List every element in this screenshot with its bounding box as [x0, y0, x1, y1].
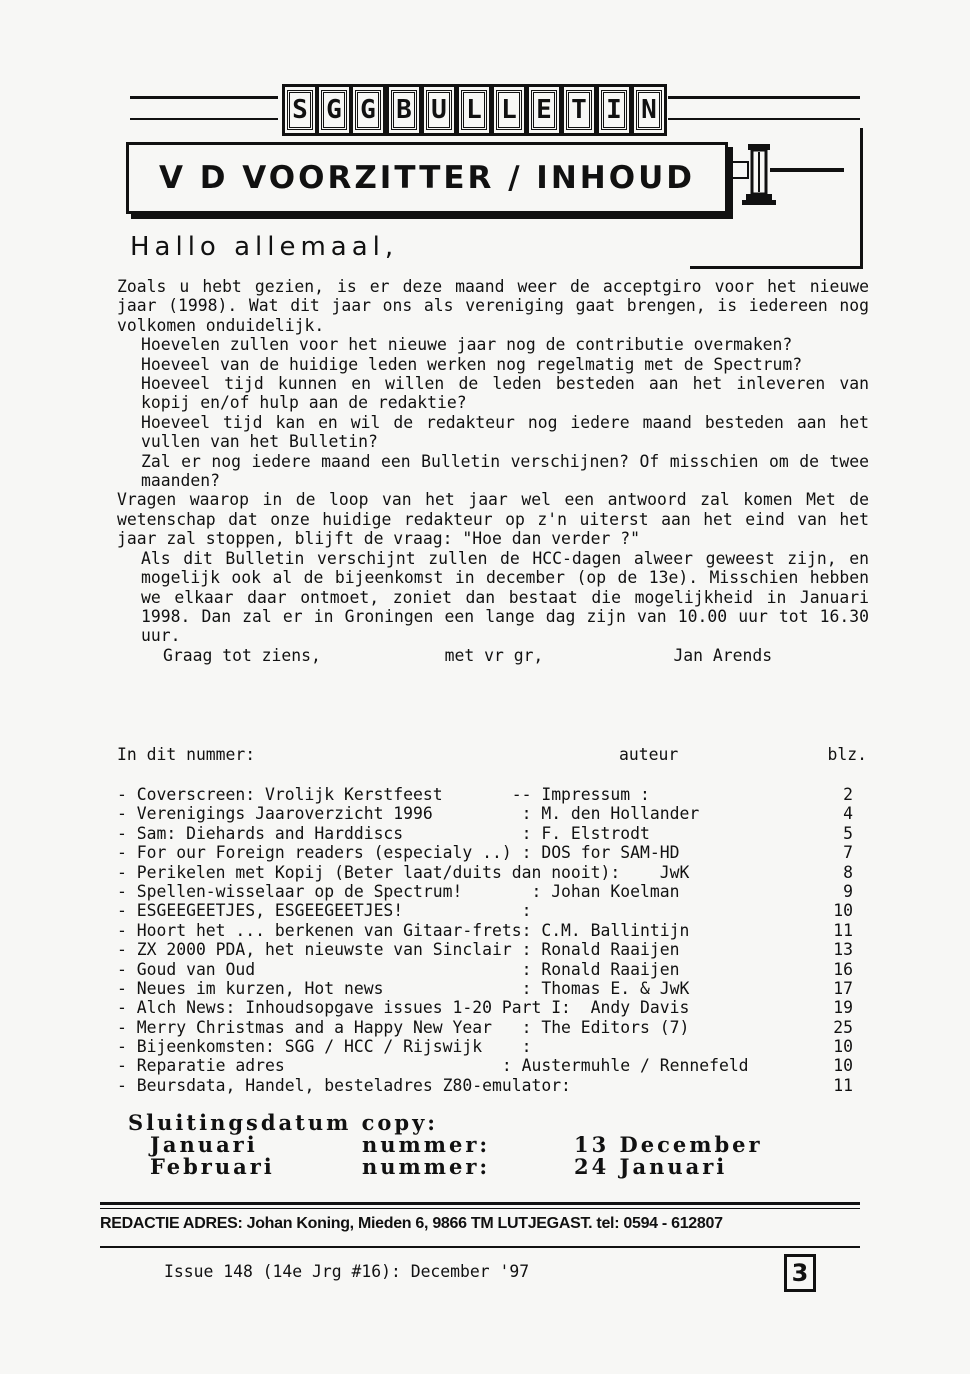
toc-entry-page: 16	[833, 959, 853, 979]
toc-entry-text: - Reparatie adres : Austermuhle / Rennefeld	[117, 1056, 749, 1076]
table-of-contents	[117, 785, 867, 1095]
masthead-letter	[561, 84, 597, 136]
page-number: 3	[784, 1254, 816, 1292]
toc-entry-page: 10	[833, 901, 853, 921]
greeting: Hallo allemaal,	[130, 232, 399, 262]
masthead-rule-left	[130, 96, 278, 99]
body-paragraph: Vragen waarop in de loop van het jaar wel een antwoord zal komen Met de wetenschap dat onze huidige redakteur op z'n uiterst aan het eind van het jaar zal stoppen, blijft de vraag: "Hoe dan verder ?"	[117, 490, 869, 549]
toc-entry-page: 25	[833, 1017, 853, 1037]
body-paragraph: Hoeveel tijd kan en wil de redakteur nog iedere maand besteden aan het vullen van het Bulletin?	[141, 412, 869, 452]
masthead-letter-text: G	[355, 90, 381, 130]
closing-date: 24 Januari	[574, 1154, 728, 1179]
toc-header-page: blz.	[827, 745, 867, 764]
body-text	[117, 277, 869, 665]
toc-entry	[117, 1037, 867, 1056]
toc-entry	[117, 979, 867, 998]
masthead-rule-right-lower	[668, 118, 860, 120]
signoff-greeting: Graag tot ziens,	[163, 645, 321, 665]
toc-entry-text: - Coverscreen: Vrolijk Kerstfeest -- Impressum :	[117, 785, 650, 804]
issue-line: Issue 148 (14e Jrg #16): December '97	[164, 1262, 530, 1281]
toc-entry-page: 13	[833, 940, 853, 960]
toc-header-author: auteur	[619, 745, 679, 764]
signoff-name: Jan Arends	[673, 645, 773, 665]
toc-entry	[117, 785, 867, 804]
toc-entry	[117, 824, 867, 843]
toc-entry-text: - Spellen-wisselaar op de Spectrum! : Johan Koelman	[117, 881, 680, 901]
body-paragraph: Hoevelen zullen voor het nieuwe jaar nog de contributie overmaken?	[141, 335, 793, 355]
masthead-letter	[386, 84, 422, 136]
masthead-letter	[491, 84, 527, 136]
masthead-rule-right	[668, 96, 860, 99]
masthead-letter-text: E	[531, 90, 557, 130]
toc-entry	[117, 960, 867, 979]
toc-entry-page: 11	[833, 1075, 853, 1095]
toc-entry-text: - Perikelen met Kopij (Beter laat/duits dan nooit): JwK	[117, 862, 690, 882]
closing-month: Januari	[150, 1132, 258, 1157]
toc-entry-page: 4	[843, 804, 853, 824]
masthead-letter-text: I	[601, 90, 627, 130]
toc-entry	[117, 1076, 867, 1095]
footer-rule-lower	[100, 1246, 860, 1248]
toc-entry-text: - For our Foreign readers (especialy ..) : DOS for SAM-HD	[117, 843, 680, 863]
toc-entry-page: 9	[843, 881, 853, 901]
masthead-letter-text: U	[426, 90, 452, 130]
toc-entry-text: - Neues im kurzen, Hot news : Thomas E. & JwK	[117, 978, 690, 998]
masthead-rule-left-lower	[130, 118, 278, 120]
toc-entry-page: 17	[833, 978, 853, 998]
masthead-letter-text: T	[566, 90, 592, 130]
toc-entry-text: - Bijeenkomsten: SGG / HCC / Rijswijk :	[117, 1037, 532, 1057]
editorial-address: REDACTIE ADRES: Johan Koning, Mieden 6, 9866 TM LUTJEGAST. tel: 0594 - 612807	[100, 1215, 723, 1232]
toc-entry-text: - Hoort het ... berkenen van Gitaar-frets: C.M. Ballintijn	[117, 920, 690, 940]
toc-entry-text: - Verenigings Jaaroverzicht 1996 : M. den Hollander	[117, 804, 700, 824]
toc-entry	[117, 1018, 867, 1037]
toc-entry	[117, 1056, 867, 1075]
toc-entry-page: 5	[843, 823, 853, 843]
masthead-letter	[631, 84, 667, 136]
toc-entry-page: 8	[843, 862, 853, 882]
masthead-letter	[421, 84, 457, 136]
body-paragraph: Zal er nog iedere maand een Bulletin verschijnen? Of misschien om de twee maanden?	[141, 451, 869, 491]
toc-entry-page: 10	[833, 1037, 853, 1057]
signoff-regards: met vr gr,	[444, 645, 544, 665]
masthead-letter-text: L	[461, 90, 487, 130]
toc-entry-text: - ESGEEGEETJES, ESGEEGEETJES! :	[117, 901, 532, 921]
toc-entry	[117, 863, 867, 882]
toc-entry	[117, 998, 867, 1017]
footer-rule	[100, 1202, 860, 1205]
toc-entry-text: - Beursdata, Handel, besteladres Z80-emulator:	[117, 1075, 571, 1095]
masthead-letter	[350, 84, 386, 136]
footer-rule-thin	[100, 1208, 860, 1209]
closing-month: Februari	[150, 1154, 275, 1179]
body-paragraph: Zoals u hebt gezien, is er deze maand weer de acceptgiro voor het nieuwe jaar (1998). Wat dit jaar ons als vereniging gaat brengen, is iedereen nog volkomen onduidelijk.	[117, 277, 869, 335]
signoff	[117, 646, 869, 665]
masthead-letter	[526, 84, 562, 136]
body-paragraph: Als dit Bulletin verschijnt zullen de HCC-dagen alweer geweest zijn, en mogelijk ook al de bijeenkomst in december (op de 13e). Misschien hebben we elkaar daar ontmoet, zoniet dan bestaat die mogelijkheid in Januari 1998. Dan zal er in Groningen een lange dag zijn van 10.00 uur tot 16.30 uur.	[141, 548, 869, 646]
masthead-letter	[282, 84, 318, 136]
toc-entry-text: - Merry Christmas and a Happy New Year : The Editors (7)	[117, 1017, 690, 1037]
closing-row	[128, 1134, 763, 1156]
toc-entry-text: - ZX 2000 PDA, het nieuwste van Sinclair : Ronald Raaijen	[117, 940, 680, 960]
pillar-emblem-icon	[726, 138, 846, 208]
closing-label: nummer:	[362, 1154, 491, 1179]
masthead-letter	[456, 84, 492, 136]
section-title: V D VOORZITTER / INHOUD	[126, 142, 728, 214]
masthead-letter	[316, 84, 352, 136]
toc-entry	[117, 882, 867, 901]
toc-entry	[117, 921, 867, 940]
masthead-letter	[596, 84, 632, 136]
toc-entry-page: 10	[833, 1056, 853, 1076]
closing-date: 13 December	[574, 1132, 763, 1157]
closing-dates	[128, 1112, 763, 1178]
toc-entry-page: 19	[833, 998, 853, 1018]
toc-entry-text: - Alch News: Inhoudsopgave issues 1-20 Part I: Andy Davis	[117, 998, 690, 1018]
masthead-letter-text: S	[287, 90, 313, 130]
toc-entry-page: 7	[843, 843, 853, 863]
toc-entry-page: 2	[843, 785, 853, 804]
closing-label: nummer:	[362, 1132, 491, 1157]
toc-entry-page: 11	[833, 920, 853, 940]
toc-entry	[117, 940, 867, 959]
toc-entry-text: - Goud van Oud : Ronald Raaijen	[117, 959, 680, 979]
closing-title: Sluitingsdatum copy:	[128, 1110, 439, 1135]
toc-header-label: In dit nummer:	[117, 745, 256, 764]
masthead-letter-text: G	[321, 90, 347, 130]
closing-row	[128, 1156, 763, 1178]
body-paragraph: Hoeveel van de huidige leden werken nog regelmatig met de Spectrum?	[141, 354, 803, 374]
toc-entry	[117, 901, 867, 920]
toc-entry	[117, 843, 867, 862]
body-paragraph: Hoeveel tijd kunnen en willen de leden besteden aan het inleveren van kopij en/of hulp aan de redaktie?	[141, 374, 869, 413]
masthead-letter-text: N	[636, 90, 662, 130]
masthead-letter-text: L	[496, 90, 522, 130]
toc-entry	[117, 804, 867, 823]
masthead-letter-text: B	[391, 90, 417, 130]
toc-entry-text: - Sam: Diehards and Harddiscs : F. Elstrodt	[117, 823, 650, 843]
